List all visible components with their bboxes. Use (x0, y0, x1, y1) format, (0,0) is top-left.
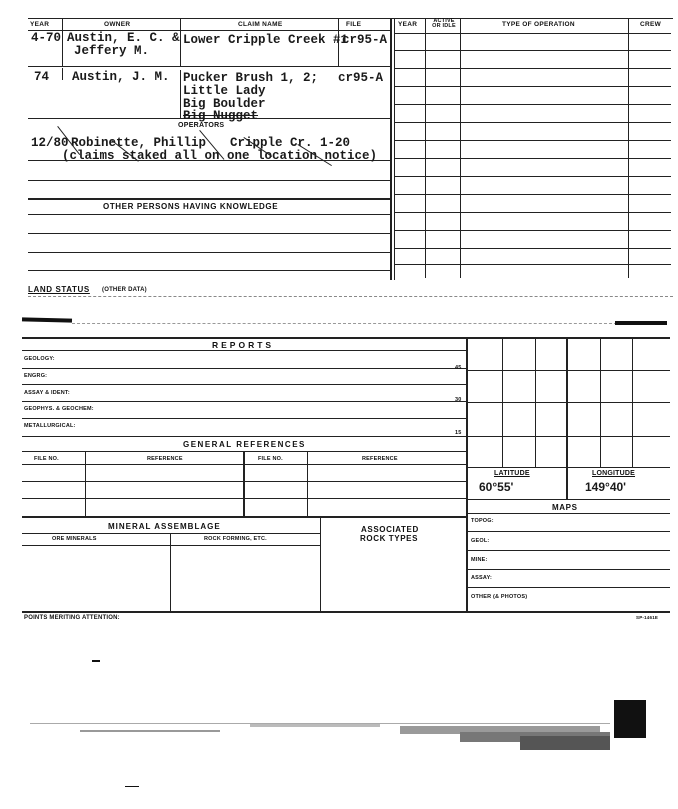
land-status-label: LAND STATUS (28, 285, 90, 294)
operator-name: Robinette, Phillip (71, 136, 207, 150)
row-rule (28, 214, 390, 215)
other-persons-label: OTHER PERSONS HAVING KNOWLEDGE (103, 202, 279, 211)
header-underline-right (394, 33, 671, 34)
coords-rule (466, 499, 670, 500)
rock-forming-label: ROCK FORMING, ETC. (204, 536, 267, 542)
genref-col-reference: REFERENCE (147, 456, 183, 462)
row-rule (394, 194, 671, 195)
row-rule (394, 50, 671, 51)
report-rule (22, 368, 466, 369)
row-rule (394, 248, 671, 249)
col-divider-owner (180, 18, 181, 66)
scan-dark-blot (614, 700, 646, 738)
row-rule (28, 66, 390, 67)
center-divider-inner (394, 18, 395, 280)
row-rule (28, 270, 390, 271)
row-rule (394, 158, 671, 159)
report-geology: GEOLOGY: (24, 356, 55, 362)
row-rule (394, 176, 671, 177)
entry1-year: 4-70 (31, 31, 62, 45)
entry1-claim: Lower Cripple Creek #1 (183, 33, 349, 47)
rock-types-label: ROCK TYPES (360, 534, 419, 543)
ore-minerals-label: ORE MINERALS (52, 536, 97, 542)
col-divider-year (62, 18, 63, 66)
reports-title-rule (22, 350, 466, 351)
reports-title: REPORTS (212, 340, 275, 350)
genref-col-line (243, 451, 245, 517)
entry2-claim-bracket (180, 70, 181, 118)
grid-hline (466, 370, 670, 371)
associated-col-line (320, 517, 321, 611)
points-meriting-label: POINTS MERITING ATTENTION: (24, 615, 120, 621)
genref-col-reference-2: REFERENCE (362, 456, 398, 462)
land-status-sub: (OTHER DATA) (102, 287, 147, 293)
associated-label: ASSOCIATED (361, 525, 419, 534)
row-rule (394, 230, 671, 231)
operators-label: OPERATORS (178, 122, 225, 129)
genref-col-file-no: FILE NO. (34, 456, 59, 462)
header-file: FILE (346, 21, 362, 28)
map-assay: ASSAY: (471, 575, 493, 581)
genref-rule (22, 498, 466, 499)
grid-hline (466, 402, 670, 403)
entry2-file: cr95-A (338, 71, 384, 85)
map-rule (466, 587, 670, 588)
row-rule (394, 140, 671, 141)
form-number: SP-1461E (636, 615, 659, 620)
col-divider-crew (628, 18, 629, 278)
land-status-line-2 (72, 323, 617, 324)
maps-title-rule (466, 513, 670, 514)
header-type-of-operation: TYPE OF OPERATION (502, 21, 575, 28)
header-claim-name: CLAIM NAME (238, 21, 283, 28)
row-rule (394, 104, 671, 105)
entry2-year: 74 (34, 70, 50, 84)
scan-noise (0, 690, 678, 760)
operator-year: 12/80 (31, 136, 69, 150)
operator-claim: Cripple Cr. 1-20 (230, 136, 351, 150)
footer-top-rule (22, 611, 670, 613)
entry2-claim-line3: Big Boulder (183, 97, 266, 111)
land-status-line (28, 296, 673, 297)
genref-col-line (307, 451, 308, 517)
entry1-owner-line1: Austin, E. C. & (67, 31, 180, 45)
mineral-assemblage-title: MINERAL ASSEMBLAGE (108, 522, 221, 531)
entry1-file: cr95-A (342, 33, 388, 47)
longitude-label: LONGITUDE (592, 470, 636, 477)
general-references-title: GENERAL REFERENCES (183, 440, 306, 449)
maps-title: MAPS (552, 503, 578, 512)
report-metallurgical: METALLURGICAL: (24, 423, 76, 429)
col-divider-active (460, 18, 461, 278)
report-rule (22, 418, 466, 419)
map-other: OTHER (& PHOTOS) (471, 594, 528, 600)
map-geol: GEOL: (471, 538, 490, 544)
mineral-col-line (170, 533, 171, 611)
row-rule (28, 180, 390, 181)
report-rule (22, 401, 466, 402)
map-rule (466, 550, 670, 551)
report-geophys: GEOPHYS. & GEOCHEM: (24, 406, 94, 412)
report-rule (22, 384, 466, 385)
entry2-claim-line4: Big Nugget (183, 109, 259, 123)
row-rule (28, 252, 390, 253)
genref-col-file-no-2: FILE NO. (258, 456, 283, 462)
row-rule (394, 68, 671, 69)
side-number-15: 15 (455, 430, 462, 436)
row-rule (394, 122, 671, 123)
map-rule (466, 531, 670, 532)
row-rule (394, 212, 671, 213)
report-assay: ASSAY & IDENT: (24, 390, 70, 396)
entry2-owner: Austin, J. M. (72, 70, 170, 84)
scan-speck (92, 660, 100, 662)
operator-note: (claims staked all on one location notice) (62, 149, 378, 163)
table-top-border (28, 18, 673, 19)
mineral-header-rule (22, 545, 320, 546)
entry2-claim-line1: Pucker Brush 1, 2; (183, 71, 319, 85)
reports-top-border (22, 337, 670, 339)
entry1-owner-line2: Jeffery M. (74, 44, 150, 58)
grid-hline (466, 436, 670, 437)
genref-col-line (85, 451, 86, 517)
scan-smudge-right (615, 321, 667, 325)
latitude-label: LATITUDE (494, 470, 530, 477)
entry2-year-tick (62, 68, 63, 80)
header-owner: OWNER (104, 21, 131, 28)
row-rule (28, 198, 390, 200)
map-rule (466, 569, 670, 570)
entry2-claim-line2: Little Lady (183, 84, 266, 98)
side-number-30: 30 (455, 397, 462, 403)
grid-hline (466, 467, 670, 468)
header-crew: CREW (640, 21, 662, 28)
side-number-45: 45 (455, 365, 462, 371)
row-rule (28, 233, 390, 234)
genref-rule (22, 481, 466, 482)
center-divider (390, 18, 392, 280)
scan-speck (125, 786, 139, 787)
latitude-value: 60°55' (479, 480, 514, 494)
row-rule (394, 264, 671, 265)
scan-smudge-left (22, 317, 72, 322)
grid-vline-center (566, 337, 568, 499)
mineral-title-rule (22, 533, 320, 534)
header-active-idle: ACTIVE OR IDLE (432, 18, 456, 29)
map-mine: MINE: (471, 557, 488, 563)
report-rule (22, 436, 466, 437)
col-divider-right-year (425, 18, 426, 278)
report-engrg: ENGRG: (24, 373, 48, 379)
genref-bottom-rule (22, 516, 466, 518)
header-year: YEAR (30, 21, 50, 28)
header-year-right: YEAR (398, 21, 418, 28)
longitude-value: 149°40' (585, 480, 627, 494)
row-rule (394, 86, 671, 87)
map-topog: TOPOG: (471, 518, 494, 524)
